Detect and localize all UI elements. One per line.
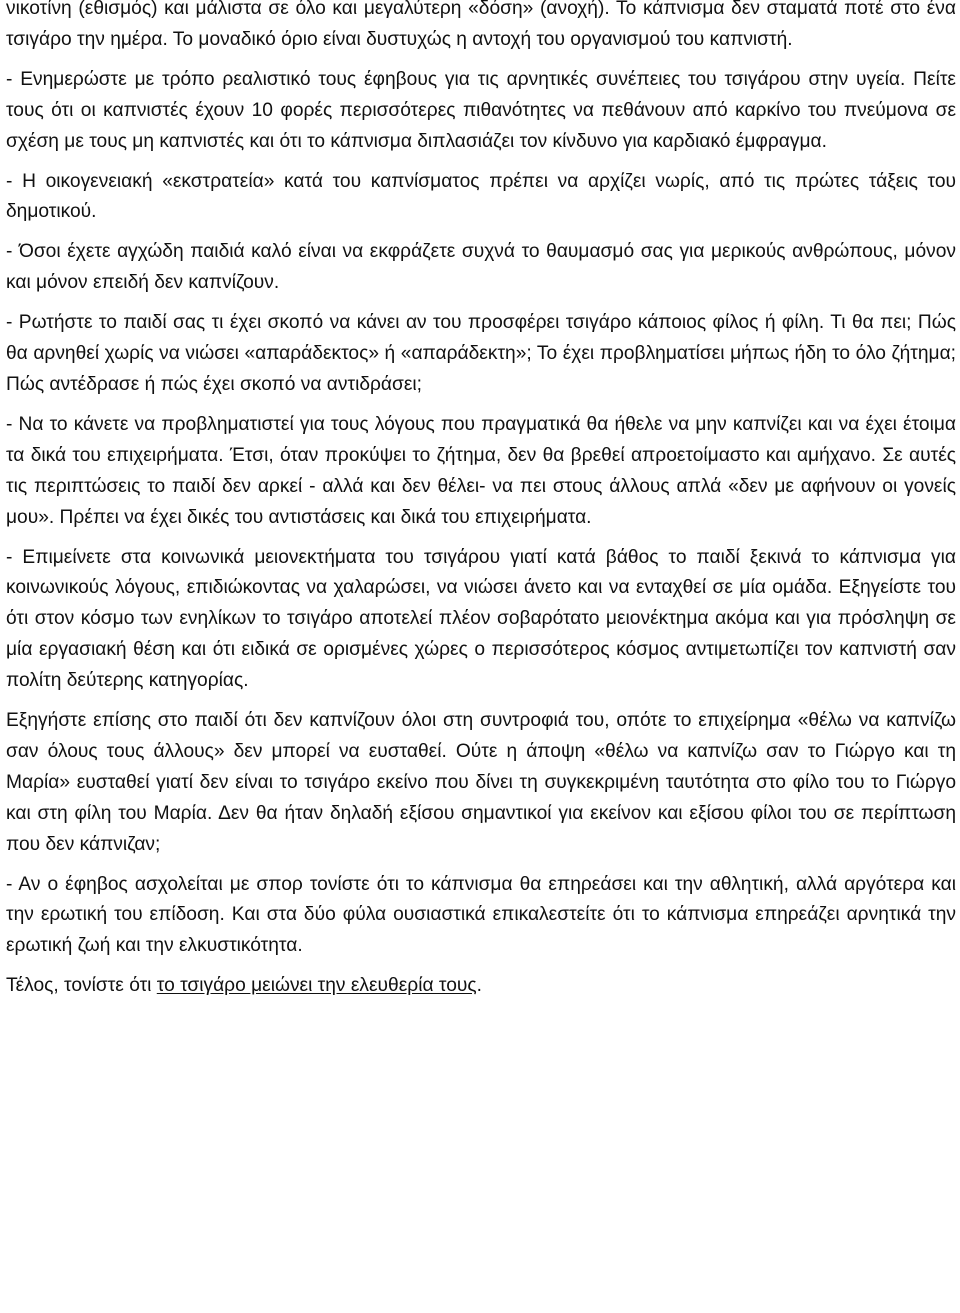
paragraph-social-disadvantages: - Επιμείνετε στα κοινωνικά μειονεκτήματα του τσιγάρου γιατί κατά βάθος το παιδί ξεκινά το κάπνισμα για κοινωνικούς λόγους, επιδιώκοντας να χαλαρώσει, να νιώσει άνετο και να ενταχθεί σε μία ομάδα. Εξηγείστε του ότι στον κόσμο των ενηλίκων το τσιγάρο αποτελεί πλέον σοβαρότατο μειονέκτημα ακόμα και για πρόσληψη σε μία εργασιακή θέση και ότι ειδικά σε ορισμένες χώρες ο περισσότερος κόσμος αντιμετωπίζει τον καπνιστή σαν πολίτη δεύτερης κατηγορίας. — [6, 546, 956, 692]
conclusion-lead-text: Τέλος, τονίστε ότι — [6, 975, 157, 997]
conclusion-underlined-text: το τσιγάρο μειώνει την ελευθερία τους — [156, 975, 477, 997]
paragraph-anxious-children: - Όσοι έχετε αγχώδη παιδιά καλό είναι να εκφράζετε συχνά το θαυμασμό σας για μερικούς ανθρώπους, μόνον και μόνον επειδή δεν καπνίζουν. — [6, 241, 956, 294]
paragraph-ask-your-child: - Ρωτήστε το παιδί σας τι έχει σκοπό να κάνει αν του προσφέρει τσιγάρο κάποιος φίλος ή φίλη. Τι θα πει; Πώς θα αρνηθεί χωρίς να νιώσει «απαράδεκτος» ή «απαράδεκτη»; Το έχει προβληματίσει μήπως ήδη το όλο ζήτημα; Πώς αντέδρασε ή πώς έχει σκοπό να αντιδράσει; — [6, 312, 956, 395]
paragraph-health-consequences: - Ενημερώστε με τρόπο ρεαλιστικό τους έφηβους για τις αρνητικές συνέπειες του τσιγάρου στην υγεία. Πείτε τους ότι οι καπνιστές έχουν 10 φορές περισσότερες πιθανότητες να πεθάνουν από καρκίνο του πνεύμονα σε σχέση με τους μη καπνιστές και ότι το κάπνισμα διπλασιάζει τον κίνδυνο για καρδιακό έμφραγμα. — [6, 68, 956, 152]
paragraph-family-campaign: - Η οικογενειακή «εκστρατεία» κατά του καπνίσματος πρέπει να αρχίζει νωρίς, από τις πρώτες τάξεις του δημοτικού. — [6, 170, 956, 223]
conclusion-end-punctuation: . — [476, 975, 482, 997]
paragraph-nicotine-tolerance: νικοτίνη (εθισμός) και μάλιστα σε όλο και μεγαλύτερη «δόση» (ανοχή). Το κάπνισμα δεν σταματά ποτέ στο ένα τσιγάρο την ημέρα. Το μοναδικό όριο είναι δυστυχώς η αντοχή του οργανισμού του καπνιστή. — [6, 0, 956, 50]
paragraph-own-arguments: - Να το κάνετε να προβληματιστεί για τους λόγους που πραγματικά θα ήθελε να μην καπνίζει και να έχει έτοιμα τα δικά του επιχειρήματα. Έτσι, όταν προκύψει το ζήτημα, δεν θα βρεθεί απροετοίμαστο και αμήχανο. Σε αυτές τις περιπτώσεις το παιδί δεν αρκεί - αλλά και δεν θέλει- να πει στους άλλους απλά «δεν με αφήνουν οι γονείς μου». Πρέπει να έχει δικές του αντιστάσεις και δικά του επιχειρήματα. — [6, 413, 956, 528]
document-body — [6, 0, 956, 1002]
paragraph-sports-and-attraction: - Αν ο έφηβος ασχολείται με σπορ τονίστε ότι το κάπνισμα θα επηρεάσει και την αθλητική, αλλά αργότερα και την ερωτική του επίδοση. Και στα δύο φύλα ουσιαστικά επικαλεστείτε ότι το κάπνισμα επηρεάζει αρνητικά την ερωτική ζωή και την ελκυστικότητα. — [6, 873, 956, 957]
paragraph-not-everyone-smokes: Εξηγήστε επίσης στο παιδί ότι δεν καπνίζουν όλοι στη συντροφιά του, οπότε το επιχείρημα «θέλω να καπνίζω σαν όλους τους άλλους» δεν μπορεί να ευσταθεί. Ούτε η άποψη «θέλω να καπνίζω σαν το Γιώργο και τη Μαρία» ευσταθεί γιατί δεν είναι το τσιγάρο εκείνο που δίνει τη συγκεκριμένη ταυτότητα στο φίλο του το Γιώργο και στη φίλη του Μαρία. Δεν θα ήταν δηλαδή εξίσου σημαντικοί για εκείνον και εξίσου φίλοι του σε περίπτωση που δεν κάπνιζαν; — [6, 710, 956, 855]
paragraph-conclusion — [6, 971, 956, 1002]
